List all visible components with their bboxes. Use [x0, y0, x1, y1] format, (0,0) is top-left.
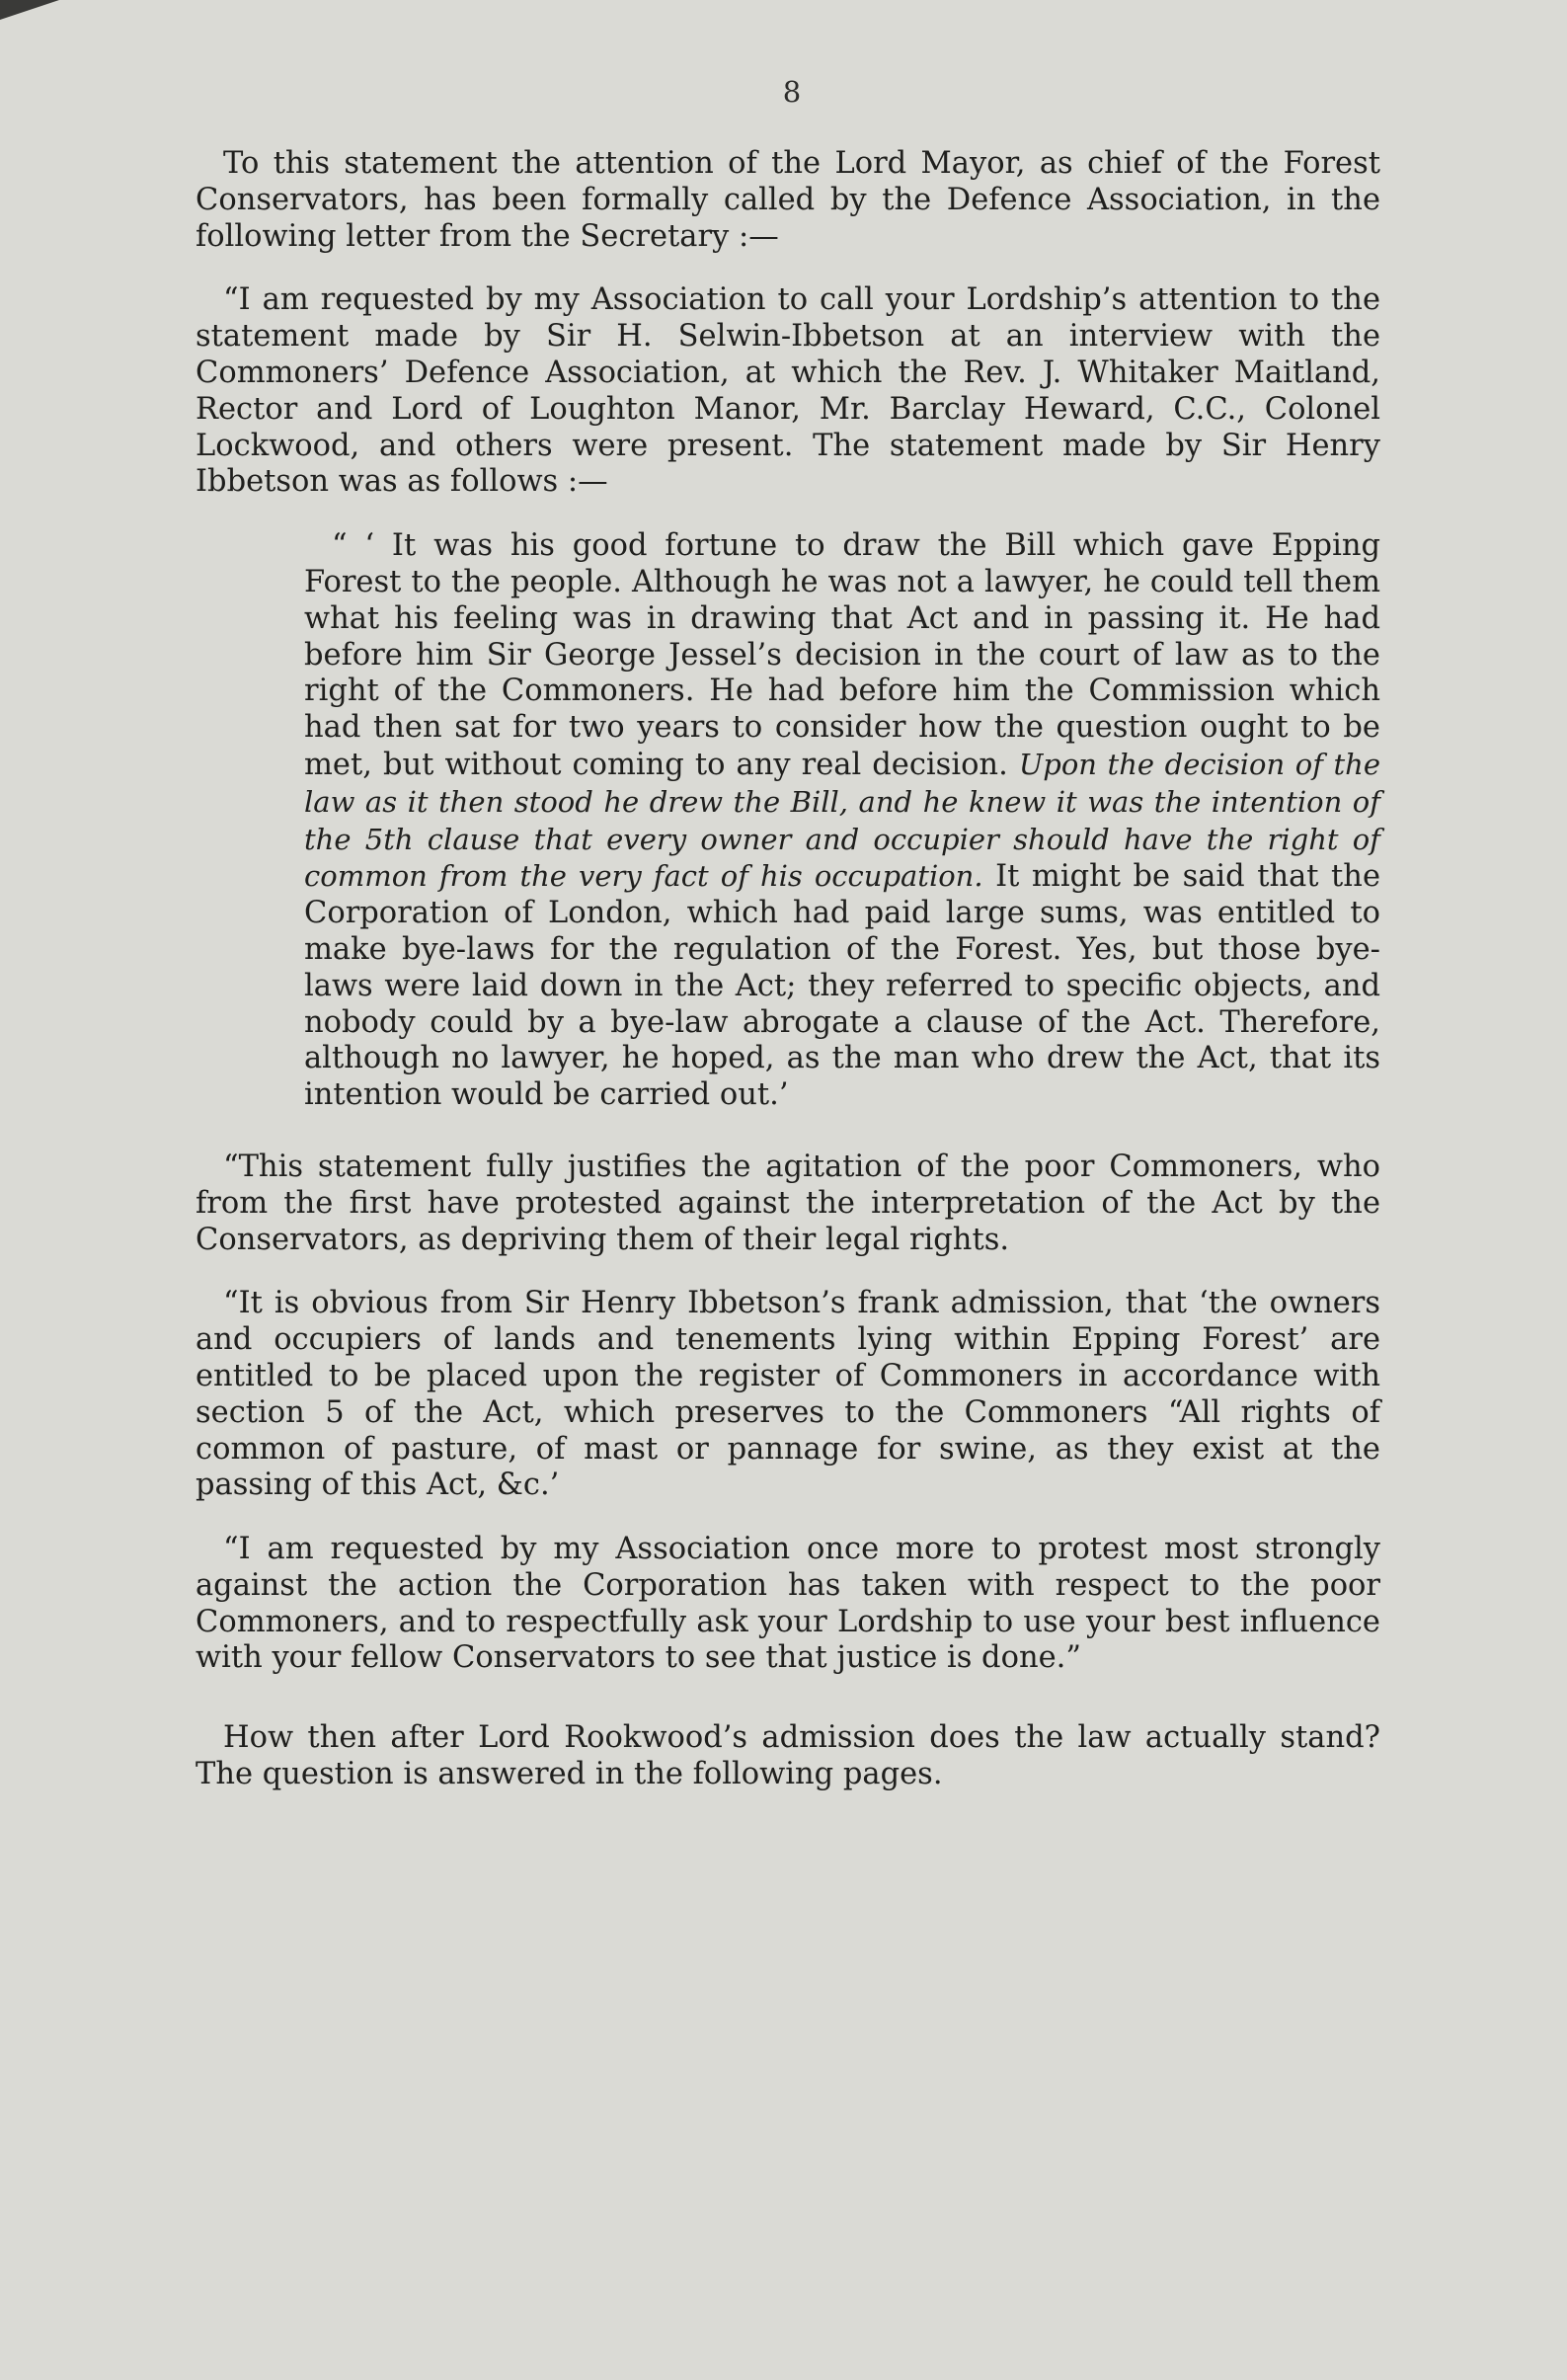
block-quote: [304, 528, 1380, 1114]
body-text: [196, 146, 1380, 1821]
quote-part-2: It might be said that the Corporation of London, which had paid large sums, was entitled to make bye-laws for the regulation of the Forest. Yes, but those bye-laws were laid down in the Act; they referred to specific objects, and nobody could by a bye-law abrogate a clause of the Act. Therefore, although no lawyer, he hoped, as the man who drew the Act, that its intention would be carried out.’: [304, 859, 1381, 1113]
paragraph-admission: “It is obvious from Sir Henry Ibbetson’s frank admission, that ‘the owners and occupiers of lands and tenements lying within Epping Forest’ are entitled to be placed upon the register of Commoners in accordance with section 5 of the Act, which preserves to the Commoners “All rights of common of pasture, of mast or pannage for swine, as they exist at the passing of this Act, &c.’: [196, 1286, 1380, 1503]
quote-text-start: [304, 528, 1380, 1114]
paragraph-intro: To this statement the attention of the Lord Mayor, as chief of the Forest Conservators, has been formally called by the Defence Association, in the following letter from the Secretary :—: [196, 146, 1380, 254]
paragraph-letter-opening: “I am requested by my Association to call your Lordship’s attention to the statement made by Sir H. Selwin-Ibbetson at an interview with the Commoners’ Defence Association, at which the Rev. J. Whitaker Maitland, Rector and Lord of Loughton Manor, Mr. Barclay Heward, C.C., Colonel Lockwood, and others were present. The statement made by Sir Henry Ibbetson was as follows :—: [196, 282, 1380, 500]
page-number: 8: [782, 75, 802, 109]
page-corner-shadow: [0, 0, 59, 20]
paragraph-conclusion: How then after Lord Rookwood’s admission does the law actually stand? The question is answered in the following pages.: [196, 1720, 1380, 1792]
quote-part-1: “ ‘ It was his good fortune to draw the Bill which gave Epping Forest to the people. Although he was not a lawyer, he could tell them what his feeling was in drawing that Act and in passing it. He had before him Sir George Jessel’s decision in the court of law as to the right of the Commoners. He had before him the Commission which had then sat for two years to consider how the question ought to be met, but without coming to any real decision.: [304, 528, 1380, 782]
paragraph-justification: “This statement fully justifies the agitation of the poor Commoners, who from the first have protested against the interpretation of the Act by the Conservators, as depriving them of their legal rights.: [196, 1149, 1380, 1257]
paragraph-protest: “I am requested by my Association once more to protest most strongly against the action the Corporation has taken with respect to the poor Commoners, and to respectfully ask your Lordship to use your best influence with your fellow Conservators to see that justice is done.”: [196, 1532, 1380, 1676]
quote-italic-passage: Upon the decision of the law as it then stood he drew the Bill, and he knew it was the intention of the 5th clause that every owner and occupier should have the right of common from the very fact of his occupation.: [304, 747, 1380, 894]
